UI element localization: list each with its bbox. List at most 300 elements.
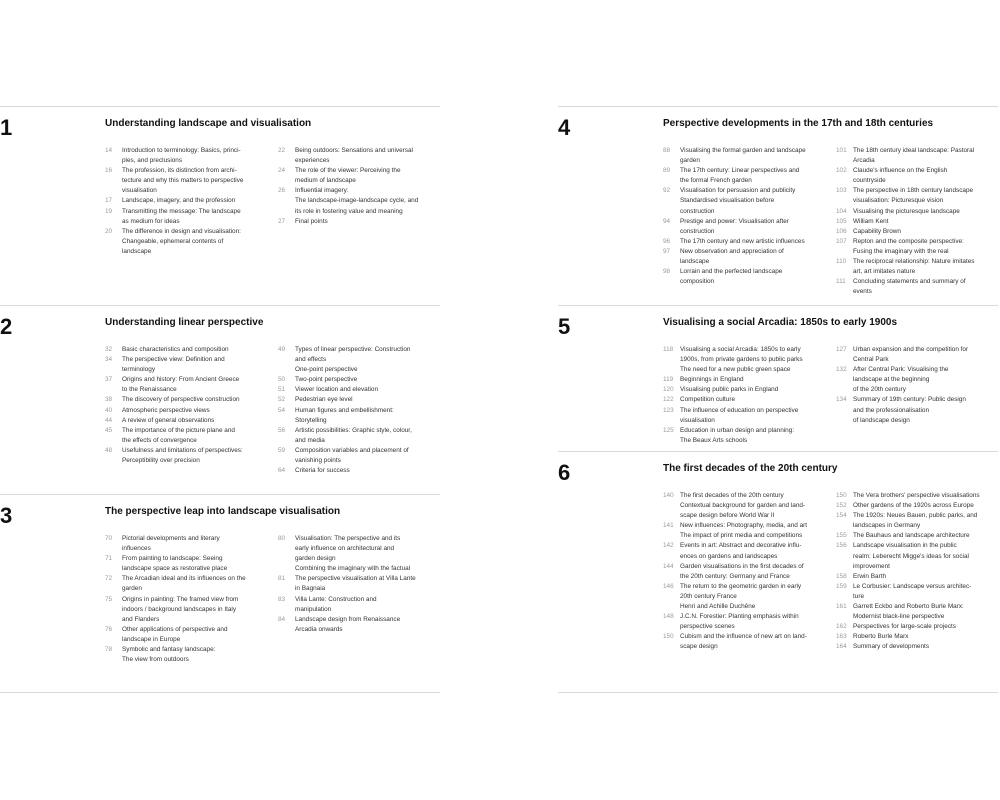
toc-page-number: 142 bbox=[663, 542, 674, 550]
toc-entry-line: The 18th century ideal landscape: Pastoral bbox=[853, 147, 975, 154]
toc-entry bbox=[836, 186, 998, 206]
toc-entry-line: Other applications of perspective and bbox=[122, 625, 228, 633]
toc-entry-line: vanishing points bbox=[295, 457, 341, 465]
toc-entry-line: Contextual background for garden and land- bbox=[680, 502, 806, 510]
toc-entry-line: Events in art: Abstract and decorative influ- bbox=[680, 542, 802, 550]
toc-page-number: 34 bbox=[105, 356, 113, 364]
toc-entry-text bbox=[853, 277, 998, 297]
toc-page-number: 162 bbox=[836, 623, 847, 631]
toc-entry-line: ture bbox=[853, 592, 865, 600]
toc-entry-line: Criteria for success bbox=[295, 467, 350, 475]
toc-entry-line: The reciprocal relationship: Nature imitates bbox=[853, 258, 975, 266]
toc-entry-line: of landscape design bbox=[853, 416, 910, 424]
toc-entry-line: Modernist black-line perspective bbox=[853, 613, 945, 621]
toc-page-number: 92 bbox=[663, 187, 671, 195]
section-3 bbox=[0, 494, 440, 693]
toc-entry bbox=[836, 531, 998, 541]
toc-entry-text bbox=[853, 365, 998, 395]
toc-entry-line: Le Corbusier: Landscape versus architec- bbox=[853, 582, 972, 590]
toc-entry-line: New influences: Photography, media, and art bbox=[680, 522, 808, 530]
toc-entry bbox=[278, 426, 440, 446]
toc-entry bbox=[278, 574, 440, 594]
toc-entry bbox=[105, 406, 265, 416]
toc-page-number: 56 bbox=[278, 426, 286, 434]
toc-entry-line: garden design bbox=[295, 555, 336, 563]
toc-page-number: 144 bbox=[663, 562, 674, 570]
toc-entry bbox=[105, 625, 265, 645]
toc-entry bbox=[663, 395, 825, 405]
toc-entry-line: ples, and preclusions bbox=[122, 157, 183, 165]
toc-entry bbox=[278, 466, 440, 476]
toc-entry bbox=[105, 395, 265, 405]
toc-page-number: 44 bbox=[105, 416, 113, 424]
section-number: 4 bbox=[558, 115, 571, 140]
toc-entry-text bbox=[122, 227, 265, 257]
toc-entry-text bbox=[295, 186, 440, 216]
toc-entry-line: The importance of the picture plane and bbox=[122, 426, 235, 434]
toc-entry-line: construction bbox=[680, 227, 715, 235]
toc-entry bbox=[836, 227, 998, 237]
toc-entry-line: Viewer location and elevation bbox=[295, 386, 379, 394]
toc-entry-text bbox=[853, 217, 998, 227]
section-6 bbox=[558, 451, 998, 693]
toc-entry-line: Summary of 19th century: Public design bbox=[853, 396, 966, 404]
toc-entry-line: landscape in Europe bbox=[122, 635, 181, 643]
toc-entry-line: A review of general observations bbox=[122, 416, 215, 424]
toc-entry-text bbox=[122, 625, 265, 645]
toc-entry-text bbox=[295, 466, 440, 476]
toc-entry-text bbox=[295, 146, 440, 166]
toc-entry-text bbox=[853, 395, 998, 425]
toc-entry bbox=[105, 426, 265, 446]
toc-entry bbox=[105, 416, 265, 426]
toc-column-left bbox=[105, 345, 265, 466]
toc-entry-text bbox=[122, 446, 265, 466]
toc-entry bbox=[836, 541, 998, 571]
toc-entry-line: Two-point perspective bbox=[295, 376, 358, 384]
toc-entry-line: early influence on architectural and bbox=[295, 545, 395, 553]
toc-page-number: 101 bbox=[836, 147, 847, 154]
toc-entry-line: and media bbox=[295, 436, 325, 444]
toc-entry-line: The perspective in 18th century landscape bbox=[853, 187, 974, 195]
toc-entry-line: landscape bbox=[680, 258, 710, 266]
toc-entry-line: Visualising a social Arcadia: 1850s to early bbox=[680, 346, 801, 353]
toc-entry bbox=[663, 426, 825, 446]
toc-entry-line: the formal French garden bbox=[680, 177, 752, 185]
toc-entry bbox=[836, 511, 998, 531]
section-1 bbox=[0, 106, 440, 306]
toc-entry bbox=[836, 622, 998, 632]
toc-page-number: 150 bbox=[836, 492, 847, 499]
toc-page-number: 81 bbox=[278, 575, 286, 583]
toc-page-number: 22 bbox=[278, 147, 286, 154]
toc-entry-line: Perceptibility over precision bbox=[122, 457, 200, 465]
toc-page-number: 24 bbox=[278, 167, 286, 175]
toc-entry-line: landscape space as restorative place bbox=[122, 565, 228, 573]
toc-entry-text bbox=[853, 166, 998, 186]
toc-entry-line: Roberto Burle Marx bbox=[853, 633, 909, 641]
toc-entry-line: countryside bbox=[853, 177, 886, 185]
toc-entry-text bbox=[122, 645, 265, 665]
toc-entry-line: construction bbox=[680, 207, 715, 215]
toc-entry bbox=[278, 615, 440, 635]
toc-entry-text bbox=[853, 345, 998, 365]
toc-entry-line: The 17th century and new artistic influences bbox=[680, 237, 805, 245]
toc-entry-line: The 17th century: Linear perspectives and bbox=[680, 167, 800, 175]
bottom-rule bbox=[0, 692, 440, 693]
toc-page-number: 59 bbox=[278, 446, 286, 454]
toc-entry-text bbox=[680, 237, 825, 247]
toc-page-number: 49 bbox=[278, 346, 286, 353]
toc-page-number: 110 bbox=[836, 258, 847, 266]
toc-entry-line: The Vera brothers' perspective visualisations bbox=[853, 492, 980, 499]
toc-entry-line: in Bagnaia bbox=[295, 585, 326, 593]
toc-entry bbox=[105, 534, 265, 554]
toc-page-number: 134 bbox=[836, 396, 847, 404]
toc-entry bbox=[105, 574, 265, 594]
toc-column-right bbox=[278, 345, 440, 476]
toc-page-number: 19 bbox=[105, 207, 113, 215]
toc-entry-line: Claude's influence on the English bbox=[853, 167, 948, 175]
toc-entry-line: The influence of education on perspective bbox=[680, 406, 799, 414]
toc-entry-line: The perspective view: Definition and bbox=[122, 356, 225, 364]
toc-page-number: 94 bbox=[663, 217, 671, 225]
toc-entry-line: Concluding statements and summary of bbox=[853, 278, 966, 286]
toc-entry-text bbox=[680, 562, 825, 582]
toc-entry-line: 20th century France bbox=[680, 592, 737, 600]
toc-entry-line: Visualising the formal garden and landscape bbox=[680, 147, 806, 154]
toc-page-number: 107 bbox=[836, 237, 847, 245]
toc-entry-line: landscape at the beginning bbox=[853, 376, 930, 384]
toc-entry-line: Introduction to terminology: Basics, princi- bbox=[122, 147, 241, 154]
toc-entry-text bbox=[122, 196, 265, 206]
toc-page-number: 155 bbox=[836, 532, 847, 540]
toc-entry-line: realm: Leberecht Migge's ideas for social bbox=[853, 552, 969, 560]
toc-page-number: 163 bbox=[836, 633, 847, 641]
toc-entry-line: Atmospheric perspective views bbox=[122, 406, 210, 414]
toc-entry-text bbox=[122, 554, 265, 574]
toc-entry bbox=[105, 446, 265, 466]
toc-column-right bbox=[836, 146, 998, 297]
toc-page-number: 119 bbox=[663, 376, 674, 384]
toc-entry bbox=[663, 582, 825, 612]
toc-entry-line: Arcadia onwards bbox=[295, 625, 343, 633]
toc-entry-line: Visualising the picturesque landscape bbox=[853, 207, 960, 215]
toc-entry-text bbox=[680, 217, 825, 237]
toc-page-number: 120 bbox=[663, 386, 674, 394]
toc-page-number: 154 bbox=[836, 512, 847, 520]
toc-page-number: 127 bbox=[836, 346, 847, 353]
toc-entry-text bbox=[680, 632, 825, 652]
toc-page-number: 40 bbox=[105, 406, 113, 414]
toc-entry-line: Education in urban design and planning: bbox=[680, 426, 795, 434]
toc-entry-line: Fusing the imaginary with the real bbox=[853, 247, 949, 255]
toc-entry-text bbox=[295, 574, 440, 594]
toc-page-number: 48 bbox=[105, 446, 113, 454]
toc-entry-text bbox=[853, 227, 998, 237]
toc-entry-line: Final points bbox=[295, 217, 328, 225]
toc-entry-line: influences bbox=[122, 545, 151, 553]
section-title: Understanding landscape and visualisation bbox=[105, 118, 312, 129]
toc-entry bbox=[105, 207, 265, 227]
toc-entry-line: From painting to landscape: Seeing bbox=[122, 555, 223, 563]
toc-entry-text bbox=[295, 375, 440, 385]
toc-entry bbox=[105, 554, 265, 574]
toc-entry-line: and effects bbox=[295, 356, 327, 364]
toc-entry-line: garden bbox=[122, 585, 142, 593]
toc-entry-line: garden bbox=[680, 157, 700, 165]
toc-entry bbox=[663, 632, 825, 652]
toc-page-number: 111 bbox=[836, 278, 846, 286]
toc-entry-text bbox=[122, 416, 265, 426]
toc-entry-line: Garrett Eckbo and Roberto Burle Marx: bbox=[853, 603, 964, 611]
toc-entry-line: scape design before World War II bbox=[680, 512, 775, 520]
toc-entry-line: One-point perspective bbox=[295, 366, 358, 374]
toc-entry-line: Changeable, ephemeral contents of bbox=[122, 237, 224, 245]
toc-entry-text bbox=[680, 521, 825, 541]
toc-page-number: 16 bbox=[105, 167, 113, 175]
toc-column-left bbox=[663, 146, 825, 287]
toc-entry-text bbox=[122, 534, 265, 554]
toc-entry-text bbox=[295, 345, 440, 375]
toc-entry-text bbox=[680, 491, 825, 521]
section-number: 6 bbox=[558, 460, 571, 485]
section-title: The perspective leap into landscape visualisation bbox=[105, 506, 341, 517]
toc-column-left bbox=[663, 345, 825, 446]
toc-page-number: 103 bbox=[836, 187, 847, 195]
toc-entry-text bbox=[853, 511, 998, 531]
toc-entry-line: New observation and appreciation of bbox=[680, 247, 784, 255]
toc-entry-line: scape design bbox=[680, 643, 718, 651]
toc-entry-text bbox=[853, 146, 998, 166]
toc-entry-text bbox=[680, 345, 825, 375]
toc-entry bbox=[105, 345, 265, 355]
toc-entry-line: Lorrain and the perfected landscape bbox=[680, 268, 783, 276]
toc-column-right bbox=[836, 491, 998, 653]
toc-entry bbox=[105, 355, 265, 375]
toc-page-number: 88 bbox=[663, 147, 671, 154]
toc-entry-text bbox=[853, 541, 998, 571]
toc-entry-line: visualisation bbox=[122, 187, 157, 195]
toc-entry bbox=[836, 365, 998, 395]
toc-entry-text bbox=[680, 166, 825, 186]
toc-entry-text bbox=[853, 582, 998, 602]
toc-entry bbox=[836, 166, 998, 186]
toc-entry-text bbox=[295, 615, 440, 635]
toc-entry-line: The Bauhaus and landscape architecture bbox=[853, 532, 970, 540]
toc-entry-text bbox=[122, 574, 265, 594]
section-number: 2 bbox=[0, 314, 13, 339]
toc-page-number: 123 bbox=[663, 406, 674, 414]
toc-entry-line: The need for a new public green space bbox=[680, 366, 791, 374]
toc-page-number: 141 bbox=[663, 522, 674, 530]
toc-entry bbox=[836, 582, 998, 602]
toc-entry-line: Landscape, imagery, and the profession bbox=[122, 197, 236, 205]
toc-page-number: 27 bbox=[278, 217, 286, 225]
toc-entry-text bbox=[122, 146, 265, 166]
section-number: 5 bbox=[558, 314, 571, 339]
toc-page-number: 32 bbox=[105, 346, 113, 353]
toc-page-number: 118 bbox=[663, 346, 674, 353]
toc-entry-line: Visualising public parks in England bbox=[680, 386, 779, 394]
toc-entry-line: composition bbox=[680, 278, 715, 286]
toc-page-number: 70 bbox=[105, 535, 113, 542]
toc-entry-text bbox=[853, 491, 998, 501]
toc-entry-line: Erwin Barth bbox=[853, 572, 887, 580]
toc-page-number: 75 bbox=[105, 595, 113, 603]
toc-entry-line: Artistic possibilities: Graphic style, colour, bbox=[295, 426, 412, 434]
toc-entry-line: Symbolic and fantasy landscape: bbox=[122, 646, 216, 654]
toc-entry bbox=[105, 196, 265, 206]
toc-entry-text bbox=[853, 501, 998, 511]
toc-entry-line: Combining the imaginary with the factual bbox=[295, 565, 411, 573]
toc-entry bbox=[105, 166, 265, 196]
toc-entry-text bbox=[122, 395, 265, 405]
toc-entry-line: Standardised visualisation before bbox=[680, 197, 775, 205]
toc-entry bbox=[278, 146, 440, 166]
toc-entry bbox=[836, 491, 998, 501]
toc-entry-line: The Arcadian ideal and its influences on the bbox=[122, 575, 246, 583]
toc-entry-line: Prestige and power: Visualisation after bbox=[680, 217, 789, 225]
section-title: Visualising a social Arcadia: 1850s to early 1900s bbox=[663, 317, 898, 328]
section-number: 3 bbox=[0, 503, 13, 528]
toc-entry-text bbox=[122, 207, 265, 227]
toc-entry bbox=[278, 385, 440, 395]
toc-entry-line: The discovery of perspective construction bbox=[122, 396, 240, 404]
toc-entry-text bbox=[295, 395, 440, 405]
toc-page-number: 52 bbox=[278, 396, 286, 404]
toc-entry bbox=[278, 534, 440, 574]
toc-entry-line: to the Renaissance bbox=[122, 386, 177, 394]
toc-column-right bbox=[278, 146, 440, 227]
toc-entry-line: William Kent bbox=[853, 217, 889, 225]
toc-page-number: 51 bbox=[278, 386, 286, 394]
toc-entry-text bbox=[122, 426, 265, 446]
toc-column-right bbox=[836, 345, 998, 426]
toc-entry bbox=[105, 375, 265, 395]
toc-entry-line: After Central Park: Visualising the bbox=[853, 366, 949, 374]
left-page bbox=[0, 0, 440, 800]
toc-entry bbox=[836, 345, 998, 365]
toc-page-number: 26 bbox=[278, 187, 286, 195]
toc-entry-text bbox=[295, 426, 440, 446]
toc-entry-line: The Beaux Arts schools bbox=[680, 436, 748, 444]
toc-entry-text bbox=[853, 642, 998, 652]
toc-entry-line: indoors / background landscapes in Italy bbox=[122, 605, 237, 613]
toc-entry-text bbox=[122, 375, 265, 395]
toc-page-number: 140 bbox=[663, 492, 674, 499]
toc-entry-line: Origins and history: From Ancient Greece bbox=[122, 376, 240, 384]
toc-entry-line: medium of landscape bbox=[295, 177, 356, 185]
toc-entry bbox=[105, 595, 265, 625]
toc-entry-line: art, art imitates nature bbox=[853, 268, 916, 276]
toc-entry-text bbox=[853, 602, 998, 622]
toc-page-number: 54 bbox=[278, 406, 286, 414]
toc-entry-line: its role in fostering value and meaning bbox=[295, 207, 403, 215]
toc-page-number: 80 bbox=[278, 535, 286, 542]
toc-entry bbox=[836, 237, 998, 257]
toc-page-number: 152 bbox=[836, 502, 847, 510]
toc-entry-line: The difference in design and visualisation: bbox=[122, 227, 241, 235]
toc-entry-text bbox=[680, 541, 825, 561]
toc-entry-line: Landscape design from Renaissance bbox=[295, 615, 401, 623]
toc-entry-text bbox=[295, 385, 440, 395]
toc-page-number: 84 bbox=[278, 615, 286, 623]
toc-entry bbox=[278, 446, 440, 466]
toc-entry-text bbox=[680, 395, 825, 405]
toc-entry-line: The perspective visualisation at Villa Lante bbox=[295, 575, 416, 583]
toc-page-number: 159 bbox=[836, 582, 847, 590]
toc-entry-line: Cubism and the influence of new art on land- bbox=[680, 633, 807, 641]
section-title: Understanding linear perspective bbox=[105, 317, 264, 328]
toc-entry-text bbox=[122, 595, 265, 625]
toc-entry-line: landscape bbox=[122, 247, 152, 255]
toc-column-right bbox=[278, 534, 440, 635]
toc-page-number: 50 bbox=[278, 376, 286, 384]
toc-page-number: 150 bbox=[663, 633, 674, 641]
toc-entry-text bbox=[122, 406, 265, 416]
toc-entry-text bbox=[122, 345, 265, 355]
section-title: Perspective developments in the 17th and 18th centuries bbox=[663, 118, 934, 129]
toc-entry-text bbox=[680, 612, 825, 632]
toc-entry-text bbox=[295, 534, 440, 574]
toc-entry bbox=[836, 207, 998, 217]
toc-entry-line: Competition culture bbox=[680, 396, 736, 404]
toc-entry-text bbox=[680, 146, 825, 166]
toc-entry-text bbox=[680, 426, 825, 446]
toc-entry bbox=[278, 166, 440, 186]
toc-page-number: 45 bbox=[105, 426, 113, 434]
toc-entry bbox=[836, 395, 998, 425]
toc-page-number: 37 bbox=[105, 376, 113, 384]
section-number: 1 bbox=[0, 115, 13, 140]
toc-entry-line: improvement bbox=[853, 562, 890, 570]
toc-page-number: 156 bbox=[836, 542, 847, 550]
toc-entry-line: of the 20th century bbox=[853, 386, 906, 394]
toc-entry bbox=[836, 602, 998, 622]
bottom-rule bbox=[558, 692, 998, 693]
toc-page-number: 132 bbox=[836, 366, 847, 374]
toc-entry bbox=[278, 406, 440, 426]
toc-entry-line: Composition variables and placement of bbox=[295, 446, 409, 454]
toc-entry-line: ences on gardens and landscapes bbox=[680, 552, 778, 560]
toc-entry-text bbox=[853, 186, 998, 206]
toc-entry-line: Urban expansion and the competition for bbox=[853, 346, 969, 353]
toc-entry bbox=[663, 186, 825, 216]
toc-entry bbox=[663, 375, 825, 385]
toc-entry bbox=[663, 217, 825, 237]
toc-entry-text bbox=[680, 247, 825, 267]
toc-entry-line: Perspectives for large-scale projects bbox=[853, 623, 957, 631]
toc-entry bbox=[663, 612, 825, 632]
toc-page-number: 78 bbox=[105, 646, 113, 654]
toc-entry bbox=[105, 146, 265, 166]
toc-column-left bbox=[663, 491, 825, 653]
toc-entry bbox=[836, 632, 998, 642]
toc-entry bbox=[278, 345, 440, 375]
toc-page-number: 161 bbox=[836, 603, 847, 611]
toc-entry-line: landscapes in Germany bbox=[853, 522, 921, 530]
toc-entry-text bbox=[853, 237, 998, 257]
toc-entry bbox=[105, 645, 265, 665]
toc-entry bbox=[663, 541, 825, 561]
toc-entry-line: Garden visualisations in the first decades of bbox=[680, 562, 804, 570]
toc-entry bbox=[663, 345, 825, 375]
toc-entry-line: Central Park bbox=[853, 356, 889, 364]
toc-entry-line: The first decades of the 20th century bbox=[680, 492, 784, 499]
toc-entry bbox=[836, 501, 998, 511]
toc-page-number: 72 bbox=[105, 575, 113, 583]
